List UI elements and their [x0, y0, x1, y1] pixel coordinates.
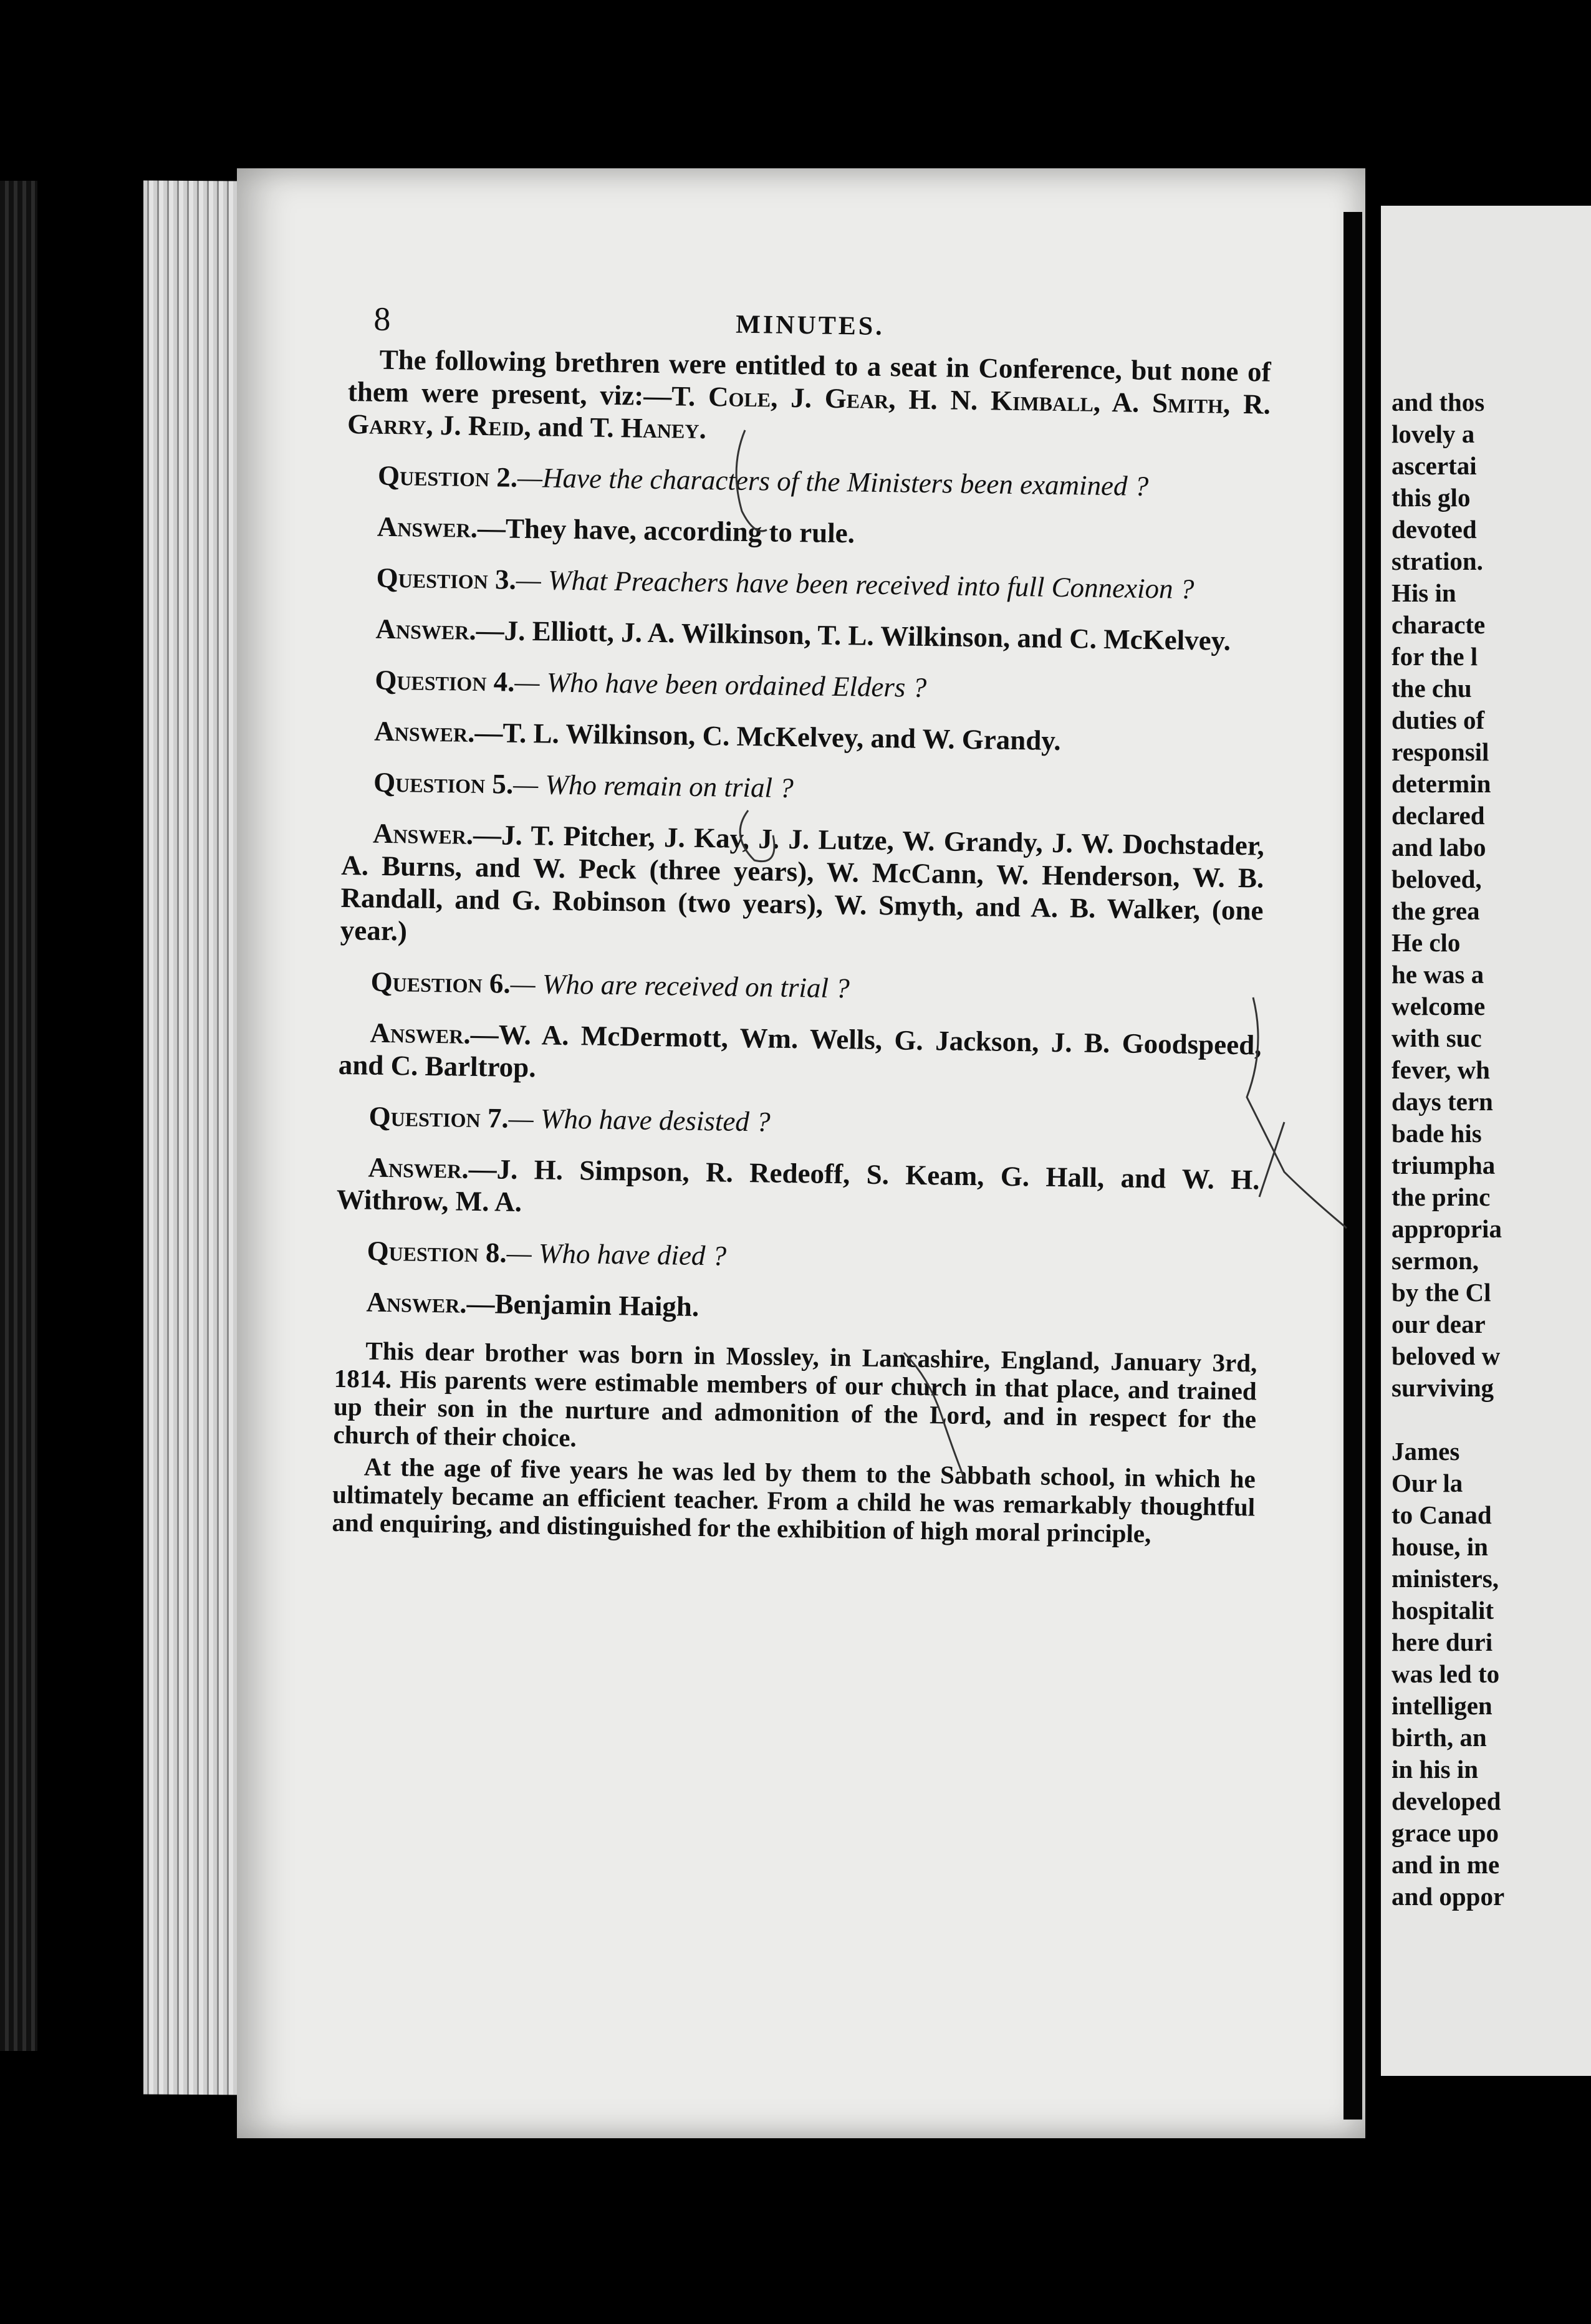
answer-4 — [343, 714, 1266, 760]
facing-page-line: the princ — [1392, 1183, 1491, 1211]
intro-last-name: T. Haney. — [590, 411, 707, 445]
question-text: — Who have been ordained Elders ? — [514, 666, 927, 703]
left-page-text — [332, 299, 1272, 1553]
facing-page-text — [1392, 387, 1585, 1913]
question-label: Question 6. — [370, 966, 511, 999]
question-text: — What Preachers have been received into full Connexion ? — [516, 564, 1194, 605]
question-label: Question 7. — [368, 1100, 509, 1134]
answer-5 — [340, 817, 1265, 959]
facing-page-line: days tern — [1392, 1087, 1493, 1116]
page-title: MINUTES. — [735, 310, 885, 341]
facing-page-line: sermon, — [1392, 1246, 1479, 1275]
question-text: — Who have died ? — [506, 1237, 727, 1272]
facing-page-line: birth, an — [1392, 1723, 1487, 1752]
intro-names: T. Cole, J. Gear, H. N. Kimball, A. Smith, R. Garry, J. Reid, — [347, 380, 1271, 443]
answer-text: —Benjamin Haigh. — [466, 1287, 699, 1322]
facing-page-line: duties of — [1392, 706, 1485, 734]
answer-6 — [338, 1016, 1261, 1094]
facing-page-line: for the l — [1392, 642, 1478, 671]
facing-page-line: His in — [1392, 579, 1456, 607]
question-text: — Who are received on trial ? — [510, 968, 850, 1004]
answer-2 — [346, 510, 1269, 555]
facing-page-line: and oppor — [1392, 1882, 1505, 1911]
facing-page-line: beloved w — [1392, 1342, 1501, 1370]
facing-page-line: Our la — [1392, 1469, 1463, 1497]
question-list — [335, 459, 1269, 1331]
answer-text: —T. L. Wilkinson, C. McKelvey, and W. Grandy. — [474, 716, 1061, 757]
intro-text: The following brethren were entitled to a seat in Conference, but none of them were present, viz:— — [347, 343, 1271, 412]
question-2 — [347, 459, 1270, 504]
facing-page-line: responsil — [1392, 737, 1489, 766]
answer-7 — [336, 1151, 1259, 1229]
question-7 — [337, 1100, 1261, 1145]
answer-3 — [344, 612, 1267, 658]
answer-text: —They have, according to rule. — [477, 512, 855, 549]
facing-page-line: fever, wh — [1392, 1055, 1490, 1084]
question-3 — [345, 561, 1268, 607]
facing-page-line: and labo — [1392, 833, 1486, 862]
facing-page-line: he was a — [1392, 960, 1484, 989]
facing-page-line: devoted — [1392, 515, 1477, 544]
page-edges — [143, 180, 243, 2095]
obituary-paragraph: This dear brother was born in Mossley, in Lancashire, England, January 3rd, 1814. His parents were estimable members of our church in that place, and trained up their son in the nurture and admonition of the Lord, and in respect for the church of their choice. — [333, 1336, 1257, 1452]
facing-page-line: triumpha — [1392, 1151, 1496, 1179]
answer-label: Answer. — [375, 613, 477, 646]
facing-page-line: ministers, — [1392, 1564, 1499, 1593]
question-label: Question 5. — [373, 766, 514, 800]
facing-page-line: He clo — [1392, 928, 1461, 957]
facing-page-line: hospitalit — [1392, 1596, 1494, 1625]
facing-page-line: declared — [1392, 801, 1485, 830]
facing-page-line: and thos — [1392, 388, 1485, 416]
facing-page-line: the grea — [1392, 896, 1480, 925]
facing-page-line: to Canad — [1392, 1501, 1492, 1529]
facing-page-line: here duri — [1392, 1628, 1493, 1656]
obituary — [332, 1337, 1257, 1550]
facing-page-line — [1392, 1404, 1585, 1436]
question-4 — [344, 663, 1267, 709]
answer-text: —J. Elliott, J. A. Wilkinson, T. L. Wilkinson, and C. McKelvey. — [476, 614, 1231, 656]
question-text: —Have the characters of the Ministers been examined ? — [517, 461, 1149, 502]
question-text: — Who remain on trial ? — [512, 768, 794, 804]
question-label: Question 3. — [376, 562, 517, 595]
facing-page-line: ascertai — [1392, 451, 1477, 480]
book-spine-left — [0, 181, 37, 2051]
facing-page-line: our dear — [1392, 1310, 1486, 1338]
facing-page-line: by the Cl — [1392, 1278, 1491, 1307]
facing-page-line: beloved, — [1392, 865, 1482, 893]
answer-label: Answer. — [372, 817, 474, 850]
question-8 — [335, 1234, 1259, 1280]
answer-label: Answer. — [377, 511, 478, 544]
answer-text: —W. A. McDermott, Wm. Wells, G. Jackson, J. B. Goodspeed, and C. Barltrop. — [338, 1018, 1262, 1083]
facing-page-line: grace upo — [1392, 1818, 1499, 1847]
intro-and: and — [531, 411, 591, 443]
answer-text: —J. H. Simpson, R. Redeoff, S. Keam, G. Hall, and W. H. Withrow, M. A. — [336, 1153, 1260, 1218]
answer-label: Answer. — [366, 1286, 467, 1319]
facing-page-line: stration. — [1392, 547, 1483, 575]
question-label: Question 4. — [375, 664, 515, 698]
question-label: Question 8. — [367, 1235, 507, 1269]
question-label: Question 2. — [377, 459, 518, 493]
facing-page-line: was led to — [1392, 1659, 1500, 1688]
facing-page-line: in his in — [1392, 1755, 1479, 1784]
facing-page-line: this glo — [1392, 483, 1471, 512]
facing-page-line: James — [1392, 1437, 1460, 1466]
answer-label: Answer. — [368, 1151, 469, 1184]
question-6 — [339, 965, 1262, 1011]
answer-8 — [335, 1285, 1258, 1331]
facing-page-line: appropria — [1392, 1214, 1502, 1243]
book-gutter — [1343, 212, 1362, 2120]
obituary-paragraph: At the age of five years he was led by them to the Sabbath school, in which he ultimately became an efficient teacher. From a child he was remarkably thoughtful and enquiring, and distinguished for the exhibition of high moral principle, — [332, 1452, 1256, 1549]
facing-page-line: characte — [1392, 610, 1486, 639]
answer-label: Answer. — [373, 715, 475, 748]
facing-page-line: and in me — [1392, 1850, 1500, 1879]
intro-paragraph — [347, 343, 1271, 453]
answer-text: —J. T. Pitcher, J. Kay, J. J. Lutze, W. Grandy, J. W. Dochstader, A. Burns, and W. Peck (three years), W. McCann, W. Henderson, W. B. Randall, and G. Robinson (two years), W. Smyth, and A. B. Walker, (one year.) — [340, 819, 1265, 947]
question-5 — [342, 766, 1266, 811]
facing-page-line: surviving — [1392, 1373, 1494, 1402]
facing-page-line: determin — [1392, 769, 1491, 798]
facing-page-line: intelligen — [1392, 1691, 1492, 1720]
facing-page-line: with suc — [1392, 1024, 1482, 1052]
facing-page-line: house, in — [1392, 1532, 1488, 1561]
page-number: 8 — [373, 300, 391, 338]
facing-page-line: bade his — [1392, 1119, 1482, 1148]
facing-page-line: developed — [1392, 1787, 1501, 1815]
answer-label: Answer. — [370, 1017, 471, 1050]
facing-page-line: lovely a — [1392, 420, 1475, 448]
facing-page-line: welcome — [1392, 992, 1486, 1020]
question-text: — Who have desisted ? — [508, 1102, 771, 1138]
facing-page-line: the chu — [1392, 674, 1472, 703]
